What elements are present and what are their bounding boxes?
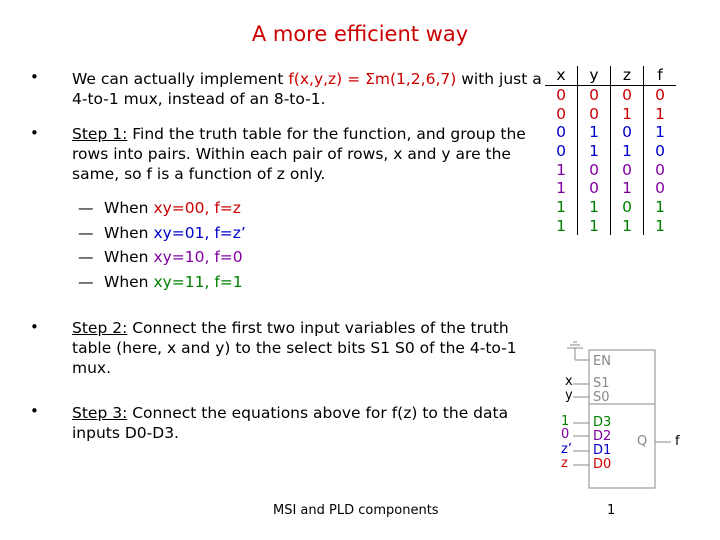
header-f: f [644,66,677,85]
truth-table-cell: 1 [655,123,665,142]
truth-table-cell: 1 [578,198,611,217]
truth-table-cell: 1 [655,198,665,217]
truth-table-cell: 0 [545,142,578,161]
truth-table-cell: 0 [655,160,665,179]
truth-table-cell: 1 [611,179,644,198]
truth-table-cell: 1 [611,104,644,123]
mux-input-d0: z [561,456,568,471]
truth-table-cell: 1 [545,198,578,217]
truth-table-row [545,160,676,179]
truth-table-cell: 1 [611,217,644,236]
bullet-1-text [72,69,542,109]
truth-table-row [545,123,676,142]
mux-d2-label: D2 [593,429,612,444]
case-list [78,196,246,294]
truth-table-row [545,85,676,104]
mux-diagram [553,340,693,490]
truth-table-cell: 0 [545,104,578,123]
bullet-1-marker: • [30,68,39,86]
footer-text: MSI and PLD components [273,503,439,518]
truth-table-cell: 1 [578,142,611,161]
bullet-1-pre: We can actually implement [72,70,289,88]
bullet-3-marker: • [30,318,39,336]
bullet-1-post: with just a 4-to-1 mux, instead of an 8-to-1. [72,70,542,108]
mux-input-d3: 1 [561,414,570,429]
truth-table-cell: 1 [578,217,611,236]
mux-d0-label: D0 [593,457,612,472]
mux-output-f: f [675,434,680,449]
slide-title: A more efficient way [251,22,469,46]
truth-table-cell: 0 [545,85,578,104]
step-3-text: Connect the equations above for f(z) to the data inputs D0-D3. [72,404,509,442]
case-item: — When xy=01, f=z’ [78,223,246,242]
truth-table-row [545,104,676,123]
mux-input-y: y [565,388,573,403]
mux-symbol [553,340,693,490]
truth-table-row [545,198,676,217]
truth-table-cell: 1 [655,216,665,235]
mux-q-label: Q [637,434,648,449]
step-2-text: Connect the first two input variables of the truth table (here, x and y) to the select bits S1 S0 of the 4-to-1 mux. [72,319,517,377]
mux-s0-label: S0 [593,390,610,405]
truth-table-cell: 0 [655,179,665,198]
truth-table-cell: 0 [578,85,611,104]
truth-table-cell: 0 [655,86,665,105]
bullet-2-text [72,124,542,184]
truth-table-cell: 1 [545,179,578,198]
case-condition: xy=10, f=0 [153,248,243,266]
header-y: y [578,66,611,85]
step-1-label: Step 1: [72,125,128,143]
truth-table-cell: 0 [611,198,644,217]
header-z: z [611,66,644,85]
truth-table-header [545,66,676,85]
bullet-4-marker: • [30,402,39,420]
case-item: — When xy=00, f=z [78,199,241,217]
mux-input-d2: 0 [561,427,570,442]
page-number: 1 [607,503,616,518]
truth-table-cell: 0 [578,179,611,198]
function-expression: f(x,y,z) = Σm(1,2,6,7) [288,70,457,88]
case-item: — When xy=10, f=0 [78,248,243,266]
mux-input-d1: z’ [561,442,572,457]
step-1-text: Find the truth table for the function, and group the rows into pairs. Within each pair of rows, x and y are the same, so f is a function of z only. [72,125,526,183]
step-3-label: Step 3: [72,404,128,422]
case-condition: xy=00, f=z [153,199,241,217]
truth-table-row [545,217,676,236]
truth-table-cell: 1 [545,217,578,236]
truth-table-cell: 1 [655,104,665,123]
truth-table-cell: 0 [578,160,611,179]
case-item: — When xy=11, f=1 [78,272,243,291]
header-x: x [545,66,578,85]
truth-table-cell: 0 [578,104,611,123]
bullet-3-text [72,318,542,378]
truth-table-cell: 0 [611,85,644,104]
mux-input-x: x [565,374,573,389]
step-2-label: Step 2: [72,319,128,337]
mux-s1-label: S1 [593,376,610,391]
mux-d3-label: D3 [593,415,612,430]
truth-table-cell: 1 [545,160,578,179]
truth-table-cell: 0 [545,123,578,142]
bullet-4-text [72,403,542,443]
bullet-2-marker: • [30,124,39,142]
case-condition: xy=01, f=z’ [153,223,246,242]
case-condition: xy=11, f=1 [153,272,243,291]
truth-table-cell: 0 [611,123,644,142]
mux-d1-label: D1 [593,443,612,458]
truth-table-row [545,179,676,198]
truth-table-cell: 0 [611,160,644,179]
truth-table-cell: 1 [611,142,644,161]
mux-en-label: EN [593,354,611,369]
truth-table-cell: 1 [578,123,611,142]
truth-table-row [545,142,676,161]
truth-table [545,66,676,235]
truth-table-cell: 0 [655,142,665,161]
